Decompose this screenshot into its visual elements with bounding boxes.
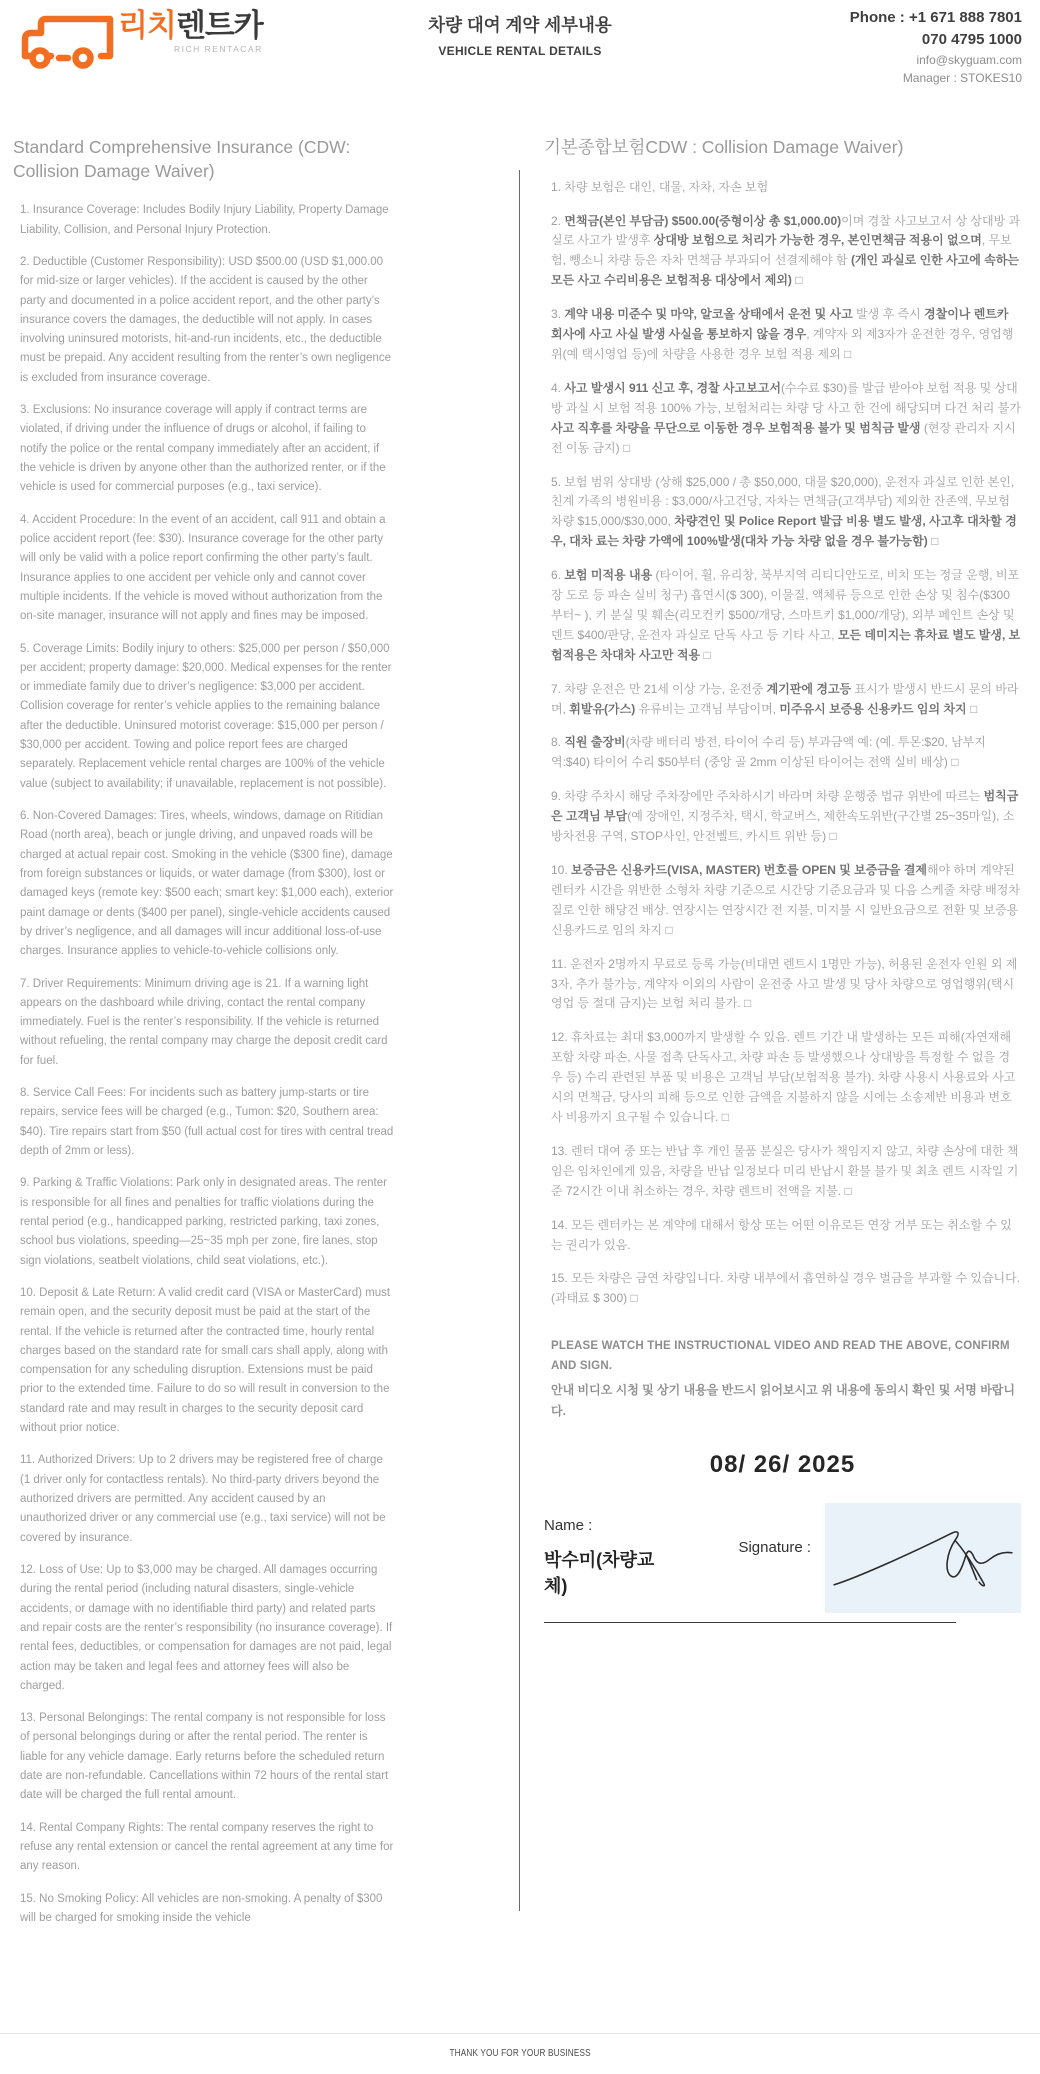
clause-item: 4. Accident Procedure: In the event of an accident, call 911 and obtain a police accident report (fee: $30). Insurance coverage for the other party will only be valid with a police report confirming the other party’s fault. Insurance applies to one accident per vehicle only and cannot cover multiple incidents. If the vehicle is moved without authorization from the on-site manager, insurance will not apply and fines may be imposed. [20, 513, 386, 623]
contact-info [612, 10, 1022, 90]
phone-primary: Phone : +1 671 888 7801 [849, 9, 1022, 26]
korean-terms-section [544, 136, 1021, 1941]
name-label: Name : [544, 1517, 593, 1535]
clause-item: 11. Authorized Drivers: Up to 2 drivers may be registered free of charge (1 driver only for contactless rentals). No third-party drivers beyond the authorized drivers are permitted. Any accident caused by an unauthorized driver or any commercial use (e.g., taxi service) will not be covered by insurance. [20, 1454, 386, 1544]
signature-row [544, 1507, 1021, 1623]
renter-name: 박수미(차량교체) [544, 1550, 655, 1597]
page-title [428, 10, 612, 58]
logo-subtitle: RICH RENTACAR [173, 44, 263, 54]
signature-image [825, 1503, 1021, 1613]
clause-item: 10. Deposit & Late Return: A valid credit card (VISA or MasterCard) must remain open, and the security deposit must be paid at the start of the rental. If the vehicle is returned after the contracted time, hourly rental charges based on the standard rate for small cars shall apply, along with compensation for any scheduling disruption. Extensions must be paid prior to the extended time. Failure to do so will result in conversion to the standard rate and may result in charges to the security deposit card without prior notice. [20, 1286, 391, 1435]
clause-item: 9. 차량 주차시 해당 주차장에만 주차하시기 바라며 차량 운행중 법규 위반에 따르는 범칙금은 고객님 부담(예 장애인, 지정주차, 택시, 학교버스, 제한속도위반(구간별 25~35마일), 소방차전용 구역, STOP사인, 안전벨트, 카시트 위반 등) □ [551, 789, 1019, 844]
clause-item: 6. Non-Covered Damages: Tires, wheels, windows, damage on Ritidian Road (north area), beach or jungle driving, and unpaved roads will be charged at actual repair cost. Smoking in the vehicle ($300 fine), damage from foreign substances or liquids, or water damage (from $300), lost or damaged keys (remote key: $500 each; smart key: $1,000 each), exterior paint damage or dents ($400 per panel), single-vehicle accidents caused by driver’s negligence, and all damages will incur additional loss-of-use charges. Insurance applies to vehicle-to-vehicle collisions only. [20, 810, 394, 958]
clause-item: 12. 휴차료는 최대 $3,000까지 발생할 수 있음. 렌트 기간 내 발생하는 모든 피해(자연재해포함 차량 파손, 사물 접촉 단독사고, 차량 파손 등 발생했으나 상대방을 특정할 수 없을 경우 등) 수리 관련된 부품 및 비용은 고객님 부담(보험적용 불가). 차량 사용시 사용료와 사고시의 면책금, 당사의 피해 등으로 인한 금액을 지불하지 않을 시에는 소송제반 비용과 변호사 비용까지 요구될 수 있습니다. □ [551, 1030, 1016, 1124]
header [0, 0, 1040, 90]
clause-item: 7. 차량 운전은 만 21세 이상 가능, 운전중 계기판에 경고등 표시가 발생시 반드시 문의 바라며, 휘발유(가스) 유류비는 고객님 부담이며, 미주유시 보증용 신용카드 임의 차지 □ [551, 681, 1019, 716]
column-divider [519, 170, 520, 1911]
manager-name: Manager : STOKES10 [902, 71, 1022, 85]
clause-item: 3. 계약 내용 미준수 및 마약, 알코올 상태에서 운전 및 사고 발생 후 즉시 경찰이나 렌트카 회사에 사고 사실 발생 사실을 통보하지 않을 경우, 계약자 외 제3자가 운전한 경우, 영업행위(예 택시영업 등)에 차량을 사용한 경우 보험 적용 제외 □ [551, 307, 1014, 361]
clause-item: 15. 모든 차량은 금연 차량입니다. 차량 내부에서 흡연하실 경우 벌금을 부과할 수 있습니다. (과태료 $ 300) □ [551, 1271, 1021, 1306]
signature-field[interactable] [825, 1503, 1021, 1613]
clause-item: 5. Coverage Limits: Bodily injury to others: $25,000 per person / $50,000 per accident; property damage: $20,000. Medical expenses for the renter or immediate family due to driver’s negligence: $3,000 per accident. Collision coverage for renter’s vehicle applies to the remaining balance after the deductible. Uninsured motorist coverage: $15,000 per person / $30,000 per accident. Towing and police report fees are charged separately. Replacement vehicle rental charges are 100% of the vehicle value (subject to availability; if unavailable, replacement is not possible). [20, 642, 392, 790]
clause-item: 8. 직원 출장비(차량 배터리 방전, 타이어 수리 등) 부과금액 예: (예. 투몬:$20, 남부지역:$40) 타이어 수리 $50부터 (중앙 골 2mm 이상된 타이어는 전액 실비 배상) □ [551, 735, 986, 770]
footer [0, 2033, 1040, 2074]
clause-item: 15. No Smoking Policy: All vehicles are non-smoking. A penalty of $300 will be charged for smoking inside the vehicle [20, 1892, 383, 1924]
truck-icon [18, 12, 114, 70]
page-title-kr: 차량 대여 계약 세부내용 [428, 15, 612, 35]
clause-item: 12. Loss of Use: Up to $3,000 may be charged. All damages occurring during the rental period (including natural disasters, single-vehicle accidents, or damage with no identifiable third party) and related parts and repair costs are the renter’s responsibility (no insurance coverage). If rental fees, deductibles, or compensation for damages are not paid, legal action may be taken and legal fees and attorney fees will also be charged. [20, 1563, 393, 1692]
name-block [544, 1507, 674, 1619]
clause-item: 9. Parking & Traffic Violations: Park only in designated areas. The renter is responsible for all fines and penalties for traffic violations during the rental period (e.g., handicapped parking, restricted parking, taxi zones, school bus violations, speeding—25~35 mph per zone, fire lanes, stop sign violations, seatbelt violations, child seat violations, etc.). [20, 1177, 387, 1267]
confirmation-notice [544, 1337, 1021, 1421]
clause-item: 13. Personal Belongings: The rental company is not responsible for loss of personal belongings during or after the rental period. The renter is liable for any vehicle damage. Early returns before the scheduled return date are non-refundable. Cancellations within 72 hours of the rental start date will be charged the full rental amount. [20, 1712, 389, 1802]
clause-item: 6. 보험 미적용 내용 (타이어, 휠, 유리창, 북부지역 리티디안도로, 비치 또는 정글 운행, 비포장 도로 등 파손 실비 청구) 흡연시($ 300), 이물질, 액체류 등으로 인한 손상 및 침수($300부터~ ), 키 분실 및 훼손(리모컨키 $500/개당, 스마트키 $1,000/개당), 외부 페인트 손상 및 덴트 $400/판당, 운전자 과실로 단독 사고 등 기타 사고, 모든 데미지는 휴차료 별도 발생, 보험적용은 차대차 사고만 적용 □ [551, 568, 1021, 662]
clause-item: 10. 보증금은 신용카드(VISA, MASTER) 번호를 OPEN 및 보증금을 결제해야 하며 계약된 렌터카 시간을 위반한 소형차 차량 기준으로 시간당 기준요금과 및 다음 스케줄 차량 배정차질로 인한 해당건 배상. 연장시는 연장시간 전 지불, 미지불 시 일반요금으로 전환 및 보증용 신용카드로 임의 차지 □ [551, 863, 1020, 937]
clause-item: 13. 렌터 대여 중 또는 반납 후 개인 물품 분실은 당사가 책임지지 않고, 차량 손상에 대한 책임은 임차인에게 있음, 차량을 반납 일정보다 미리 반납시 환불 불가 및 최초 렌트 시작일 기준 72시간 이내 취소하는 경우, 차량 렌트비 전액을 지불. □ [551, 1143, 1019, 1198]
footer-text: THANK YOU FOR YOUR BUSINESS [449, 2048, 591, 2059]
english-clauses [13, 201, 395, 1928]
contract-date: 08/ 26/ 2025 [709, 1451, 856, 1479]
phone-secondary: 070 4795 1000 [921, 31, 1022, 48]
confirmation-notice-kr: 안내 비디오 시청 및 상기 내용을 반드시 읽어보시고 위 내용에 동의시 확인 및 서명 바랍니다. [551, 1383, 1015, 1418]
clause-item: 4. 사고 발생시 911 신고 후, 경찰 사고보고서(수수료 $30)를 발급 받아야 보험 적용 및 상대방 과실 시 보험 적용 100% 가능, 보험처리는 차량 당 사고 한 건에 해당되며 다건 처리 불가 사고 직후를 차량을 무단으로 이동한 경우 보험적용 불가 및 범칙금 발생 (현장 관리자 지시 전 이동 금지) □ [551, 380, 1021, 455]
logo-text [118, 10, 263, 54]
korean-clauses [544, 178, 1021, 1310]
clause-item: 2. 면책금(본인 부담금) $500.00(중형이상 총 $1,000.00)이며 경찰 사고보고서 상 상대방 과실로 사고가 발생후 상대방 보험으로 처리가 가능한 경우, 본인면책금 적용이 없으며, 무보험, 뺑소니 차량 등은 자차 면책금 부과되어 선결제해야 함 (개인 과실로 인한 사고에 속하는 모든 사고 수리비용은 보험적용 대상에서 제외) □ [551, 213, 1021, 288]
clause-item: 14. Rental Company Rights: The rental company reserves the right to refuse any rental extension or cancel the rental agreement at any time for any reason. [20, 1821, 394, 1873]
clause-item: 5. 보험 범위 상대방 (상해 $25,000 / 총 $50,000, 대물 $20,000), 운전자 과실로 인한 본인, 친계 가족의 병원비용 : $3,000/사고건당, 자차는 면책금(고객부담) 제외한 잔존액, 무보험차량 $15,000/$30,000, 차량견인 및 Police Report 발급 비용 별도 발생, 사고후 대차할 경우, 대차 료는 차량 가액에 100%발생(대차 가능 차량 없을 경우 불가능함) □ [551, 474, 1017, 549]
english-section-title: Standard Comprehensive Insurance (CDW: Collision Damage Waiver) [13, 137, 351, 181]
clause-item: 11. 운전자 2명까지 무료로 등록 가능(비대면 렌트시 1명만 가능), 허용된 운전자 인원 외 제3자, 추가 불가능, 계약자 이외의 사람이 운전중 사고 발생 및 당사 차량으로 영업행위(택시영업 등 절대 금지)는 보험 처리 불가. □ [551, 956, 1018, 1011]
page-title-en: VEHICLE RENTAL DETAILS [438, 44, 602, 58]
logo-text-rentcar: 렌트카 [175, 8, 263, 43]
clause-item: 1. Insurance Coverage: Includes Bodily Injury Liability, Property Damage Liability, Collision, and Personal Injury Protection. [20, 204, 389, 236]
clause-item: 8. Service Call Fees: For incidents such as battery jump-starts or tire repairs, service fees will be charged (e.g., Tumon: $20, Southern area: $40). Tire repairs start from $50 (full actual cost for tires with central tread depth of 2mm or less). [20, 1087, 394, 1157]
contract-body [0, 136, 1040, 1941]
english-terms-section [13, 136, 395, 1941]
clause-item: 1. 차량 보험은 대인, 대물, 자차, 자손 보험 [551, 179, 769, 194]
clause-item: 7. Driver Requirements: Minimum driving age is 21. If a warning light appears on the dashboard while driving, contact the rental company immediately. Fuel is the renter’s responsibility. If the vehicle is returned without refueling, the rental company may charge the deposit credit card for fuel. [20, 977, 388, 1067]
email-address: info@skyguam.com [916, 53, 1022, 67]
clause-item: 2. Deductible (Customer Responsibility): USD $500.00 (USD $1,000.00 for mid-size or larger vehicles). If the accident is caused by the other party and documented in a police accident report, and the other party’s insurance covers the damages, the deductible will not apply. In cases involving uninsured motorists, hit-and-run incidents, etc., the deductible must be prepaid. Any accident resulting from the renter’s own negligence is excluded from insurance coverage. [20, 255, 391, 384]
confirmation-notice-en: PLEASE WATCH THE INSTRUCTIONAL VIDEO AND READ THE ABOVE, CONFIRM AND SIGN. [551, 1340, 1010, 1372]
signature-label: Signature : [738, 1539, 811, 1557]
clause-item: 3. Exclusions: No insurance coverage will apply if contract terms are violated, if driving under the influence of drugs or alcohol, if failing to notify the police or the rental company immediately after an accident, if the vehicle is driven by anyone other than the authorized renter, or if the vehicle is used for commercial purposes (e.g., taxi service). [20, 404, 386, 494]
logo-text-rich: 리치 [118, 8, 176, 43]
korean-section-title: 기본종합보험CDW : Collision Damage Waiver) [544, 137, 904, 157]
clause-item: 14. 모든 렌터카는 본 계약에 대해서 항상 또는 어떤 이유로든 연장 거부 또는 취소할 수 있는 권리가 있음. [551, 1217, 1012, 1252]
logo [18, 10, 428, 70]
